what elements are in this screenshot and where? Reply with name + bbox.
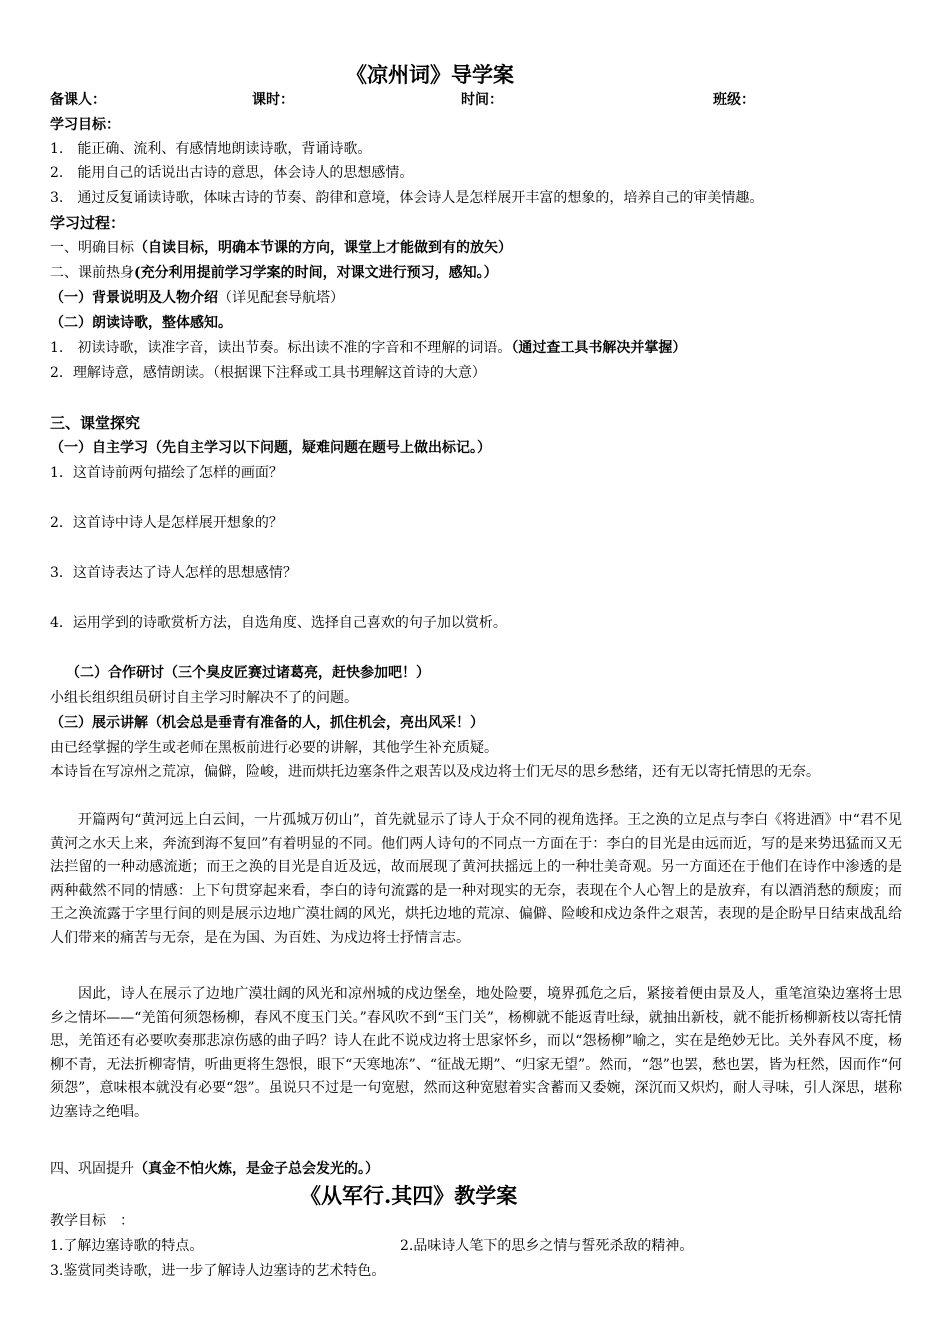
process-label: 学习过程： <box>50 214 126 232</box>
step-1-note: （自读目标，明确本节课的方向，课堂上才能做到有的放矢） <box>134 240 512 256</box>
sub-background-note: （详见配套导航塔） <box>218 290 344 306</box>
analysis-paragraph-1: 本诗旨在写凉州之荒凉，偏僻，险峻，进而烘托边塞条件之艰苦以及戍边将士们无尽的思乡愁绪，还有无以寄托情思的无奈。 <box>50 764 820 780</box>
reading-item-1-note: （通过查工具书解决并掌握） <box>511 340 687 356</box>
consolidate-text: 四、巩固提升 <box>50 1161 134 1177</box>
goal-item-3: 3. 通过反复诵读诗歌，体味古诗的节奏、韵律和意境，体会诗人是怎样展开丰富的想象的，培养自己的审美情趣。 <box>50 190 764 206</box>
sub-reading: （二）朗读诗歌，整体感知。 <box>50 315 232 331</box>
teaching-goal-3: 3.鉴赏同类诗歌，进一步了解诗人边塞诗的艺术特色。 <box>50 1263 386 1279</box>
self-study-heading: （一）自主学习（先自主学习以下问题，疑难问题在题号上做出标记。） <box>50 440 491 456</box>
step-2 <box>50 262 498 284</box>
question-2: 2．这首诗中诗人是怎样展开想象的？ <box>50 515 283 531</box>
header-class: 班级： <box>713 92 755 108</box>
analysis-paragraph-3: 因此，诗人在展示了边地广漠壮阔的风光和凉州城的戍边堡垒，地处险要，境界孤危之后，紧接着便由景及人，重笔渲染边塞将士思乡之情坏——“羌笛何须怨杨柳，春风不度玉门关。”春风吹不到“玉门关”，杨柳就不能返青吐绿，就抽出新枝，就不能折杨柳新枝以寄托情思，羌笛还有必要吹奏那悲凉伤感的曲子吗？诗人在此不说戍边将士思家怀乡，而以“怨杨柳”喻之，实在是绝妙无比。关外春风不度，杨柳不青，无法折柳寄情，听曲更将生怨恨，眼下“天寒地冻”、“征战无期”、“归家无望”。然而，“怨”也罢，愁也罢，皆为枉然，因而作“何须怨”，意味根本就没有必要“怨”。虽说只不过是一句宽慰，然而这种宽慰着实含蓄而又委婉，深沉而又炽灼，耐人寻味，引人深思，堪称边塞诗之绝唱。 <box>50 986 902 1120</box>
consolidate <box>50 1158 379 1180</box>
coop-heading: （二）合作研讨（三个臭皮匠赛过诸葛亮，赶快参加吧！） <box>66 665 430 681</box>
step-1-text: 一、明确目标 <box>50 240 134 256</box>
teaching-goal-2: 2.品味诗人笔下的思乡之情与誓死杀敌的精神。 <box>400 1238 694 1254</box>
teaching-goals-label: 教学目标 ： <box>50 1213 134 1229</box>
header-period: 课时： <box>252 92 294 108</box>
reading-item-1-text: 1. 初读诗歌，读准字音，读出节奏。标出读不准的字音和不理解的词语。 <box>50 340 512 356</box>
second-title: 《从军行.其四》教学案 <box>300 1183 518 1208</box>
show-heading: （三）展示讲解（机会总是垂青有准备的人，抓住机会，亮出风采！） <box>50 715 484 731</box>
goals-label: 学习目标： <box>50 117 120 133</box>
question-1: 1．这首诗前两句描绘了怎样的画面？ <box>50 465 283 481</box>
step-2-note: (充分利用提前学习学案的时间，对课文进行预习，感知。） <box>134 265 498 281</box>
show-description: 由已经掌握的学生或老师在黑板前进行必要的讲解，其他学生补充质疑。 <box>50 740 498 756</box>
reading-item-1 <box>50 337 686 359</box>
coop-description: 小组长组织组员研讨自主学习时解决不了的问题。 <box>50 690 358 706</box>
step-1 <box>50 237 512 259</box>
step-2-text: 二、课前热身 <box>50 265 134 281</box>
explore-label: 三、课堂探究 <box>50 414 141 432</box>
header-teacher: 备课人： <box>50 92 106 108</box>
sub-background <box>50 287 344 309</box>
question-4: 4．运用学到的诗歌赏析方法，自选角度、选择自己喜欢的句子加以赏析。 <box>50 615 507 631</box>
document-title: 《凉州词》导学案 <box>346 62 514 87</box>
goal-item-1: 1. 能正确、流利、有感情地朗读诗歌，背诵诗歌。 <box>50 141 372 157</box>
goal-item-2: 2. 能用自己的话说出古诗的意思，体会诗人的思想感情。 <box>50 165 414 181</box>
teaching-goal-1: 1.了解边塞诗歌的特点。 <box>50 1238 204 1254</box>
analysis-paragraph-2: 开篇两句“黄河远上白云间，一片孤城万仞山”，首先就显示了诗人于众不同的视角选择。王之涣的立足点与李白《将进酒》中“君不见黄河之水天上来，奔流到海不复回”有着明显的不同。他们两人诗句的不同点一方面在于：李白的目光是由远而近，写的是来势迅猛而又无法拦留的一种动感流逝；而王之涣的目光是自近及远，故而展现了黄河扶摇远上的一种壮美奇观。另一方面还在于他们在诗作中渗透的是两种截然不同的情感：上下句贯穿起来看，李白的诗句流露的是一种对现实的无奈，表现在个人心智上的是放弃，有以酒消愁的颓废；而王之涣流露于字里行间的则是展示边地广漠壮阔的风光，烘托边地的荒凉、偏僻、险峻和戍边条件之艰苦，表现的是企盼早日结束战乱给人们带来的痛苦与无奈，是在为国、为百姓、为戍边将士抒情言志。 <box>50 812 902 946</box>
consolidate-note: （真金不怕火炼，是金子总会发光的。） <box>134 1161 379 1177</box>
sub-background-title: （一）背景说明及人物介绍 <box>50 290 218 306</box>
question-3: 3．这首诗表达了诗人怎样的思想感情？ <box>50 565 297 581</box>
header-time: 时间： <box>461 92 503 108</box>
reading-item-2: 2．理解诗意，感情朗读。（根据课下注释或工具书理解这首诗的大意） <box>50 365 486 381</box>
